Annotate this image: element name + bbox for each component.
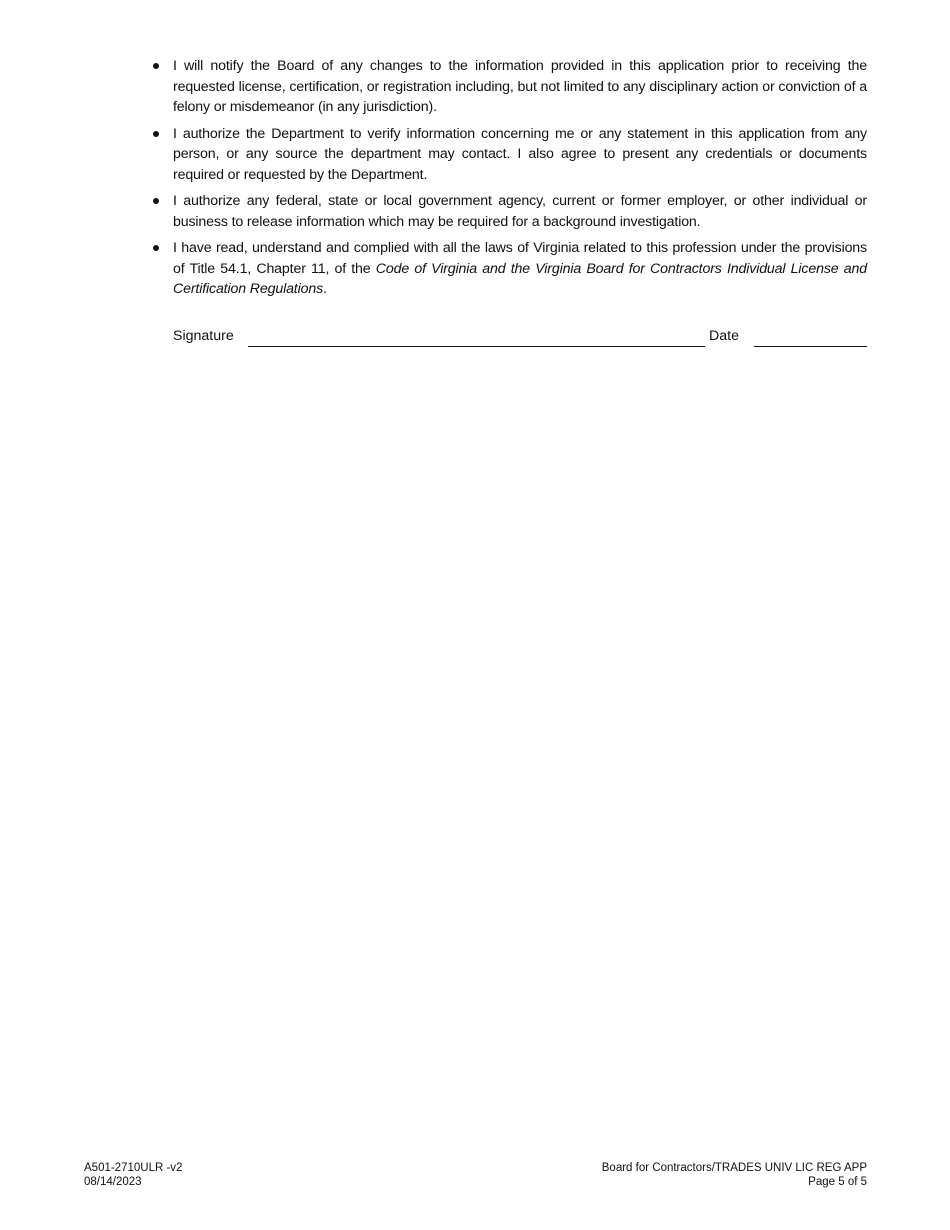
bullet-icon — [153, 198, 159, 204]
page-number: Page 5 of 5 — [808, 1176, 867, 1188]
declaration-text-end: . — [323, 281, 327, 297]
date-line[interactable] — [754, 346, 867, 347]
declaration-text: I will notify the Board of any changes to the information provided in this application prior to receiving the requested license, certification, or registration including, but not limited to any disciplinary action or conviction of a felony or misdemeanor (in any jurisdiction). — [173, 58, 867, 115]
footer-left — [84, 1161, 182, 1189]
declaration-text — [173, 238, 867, 300]
signature-row — [150, 326, 867, 348]
bullet-icon — [153, 245, 159, 251]
bullet-icon — [153, 131, 159, 137]
declaration-text: I authorize any federal, state or local government agency, current or former employer, or other individual or business to release information which may be required for a background investigation. — [173, 193, 867, 230]
document-body — [150, 56, 867, 348]
declarations-list — [150, 56, 867, 300]
footer-right — [602, 1161, 867, 1189]
declaration-text-start: I have read, understand and complied with all the laws of Virginia related to this profession under the provisions of Title 54.1, Chapter 11, of the — [173, 240, 867, 277]
bullet-icon — [153, 63, 159, 69]
declaration-item — [150, 124, 867, 186]
form-title: Board for Contractors/TRADES UNIV LIC REG APP — [601, 1162, 867, 1174]
regulation-citation: Code of Virginia and the Virginia Board for Contractors Individual License and Certification Regulations — [173, 260, 867, 297]
declaration-item — [150, 56, 867, 118]
declaration-text: I authorize the Department to verify information concerning me or any statement in this application from any person, or any source the department may contact. I also agree to present any credentials or documents required or requested by the Department. — [173, 125, 867, 183]
declaration-item — [150, 191, 867, 232]
signature-label: Signature — [173, 327, 234, 344]
signature-line[interactable] — [248, 346, 705, 347]
form-date: 08/14/2023 — [84, 1176, 142, 1188]
form-number: A501-2710ULR -v2 — [84, 1162, 183, 1174]
date-label: Date — [709, 327, 739, 344]
declaration-item — [150, 238, 867, 300]
